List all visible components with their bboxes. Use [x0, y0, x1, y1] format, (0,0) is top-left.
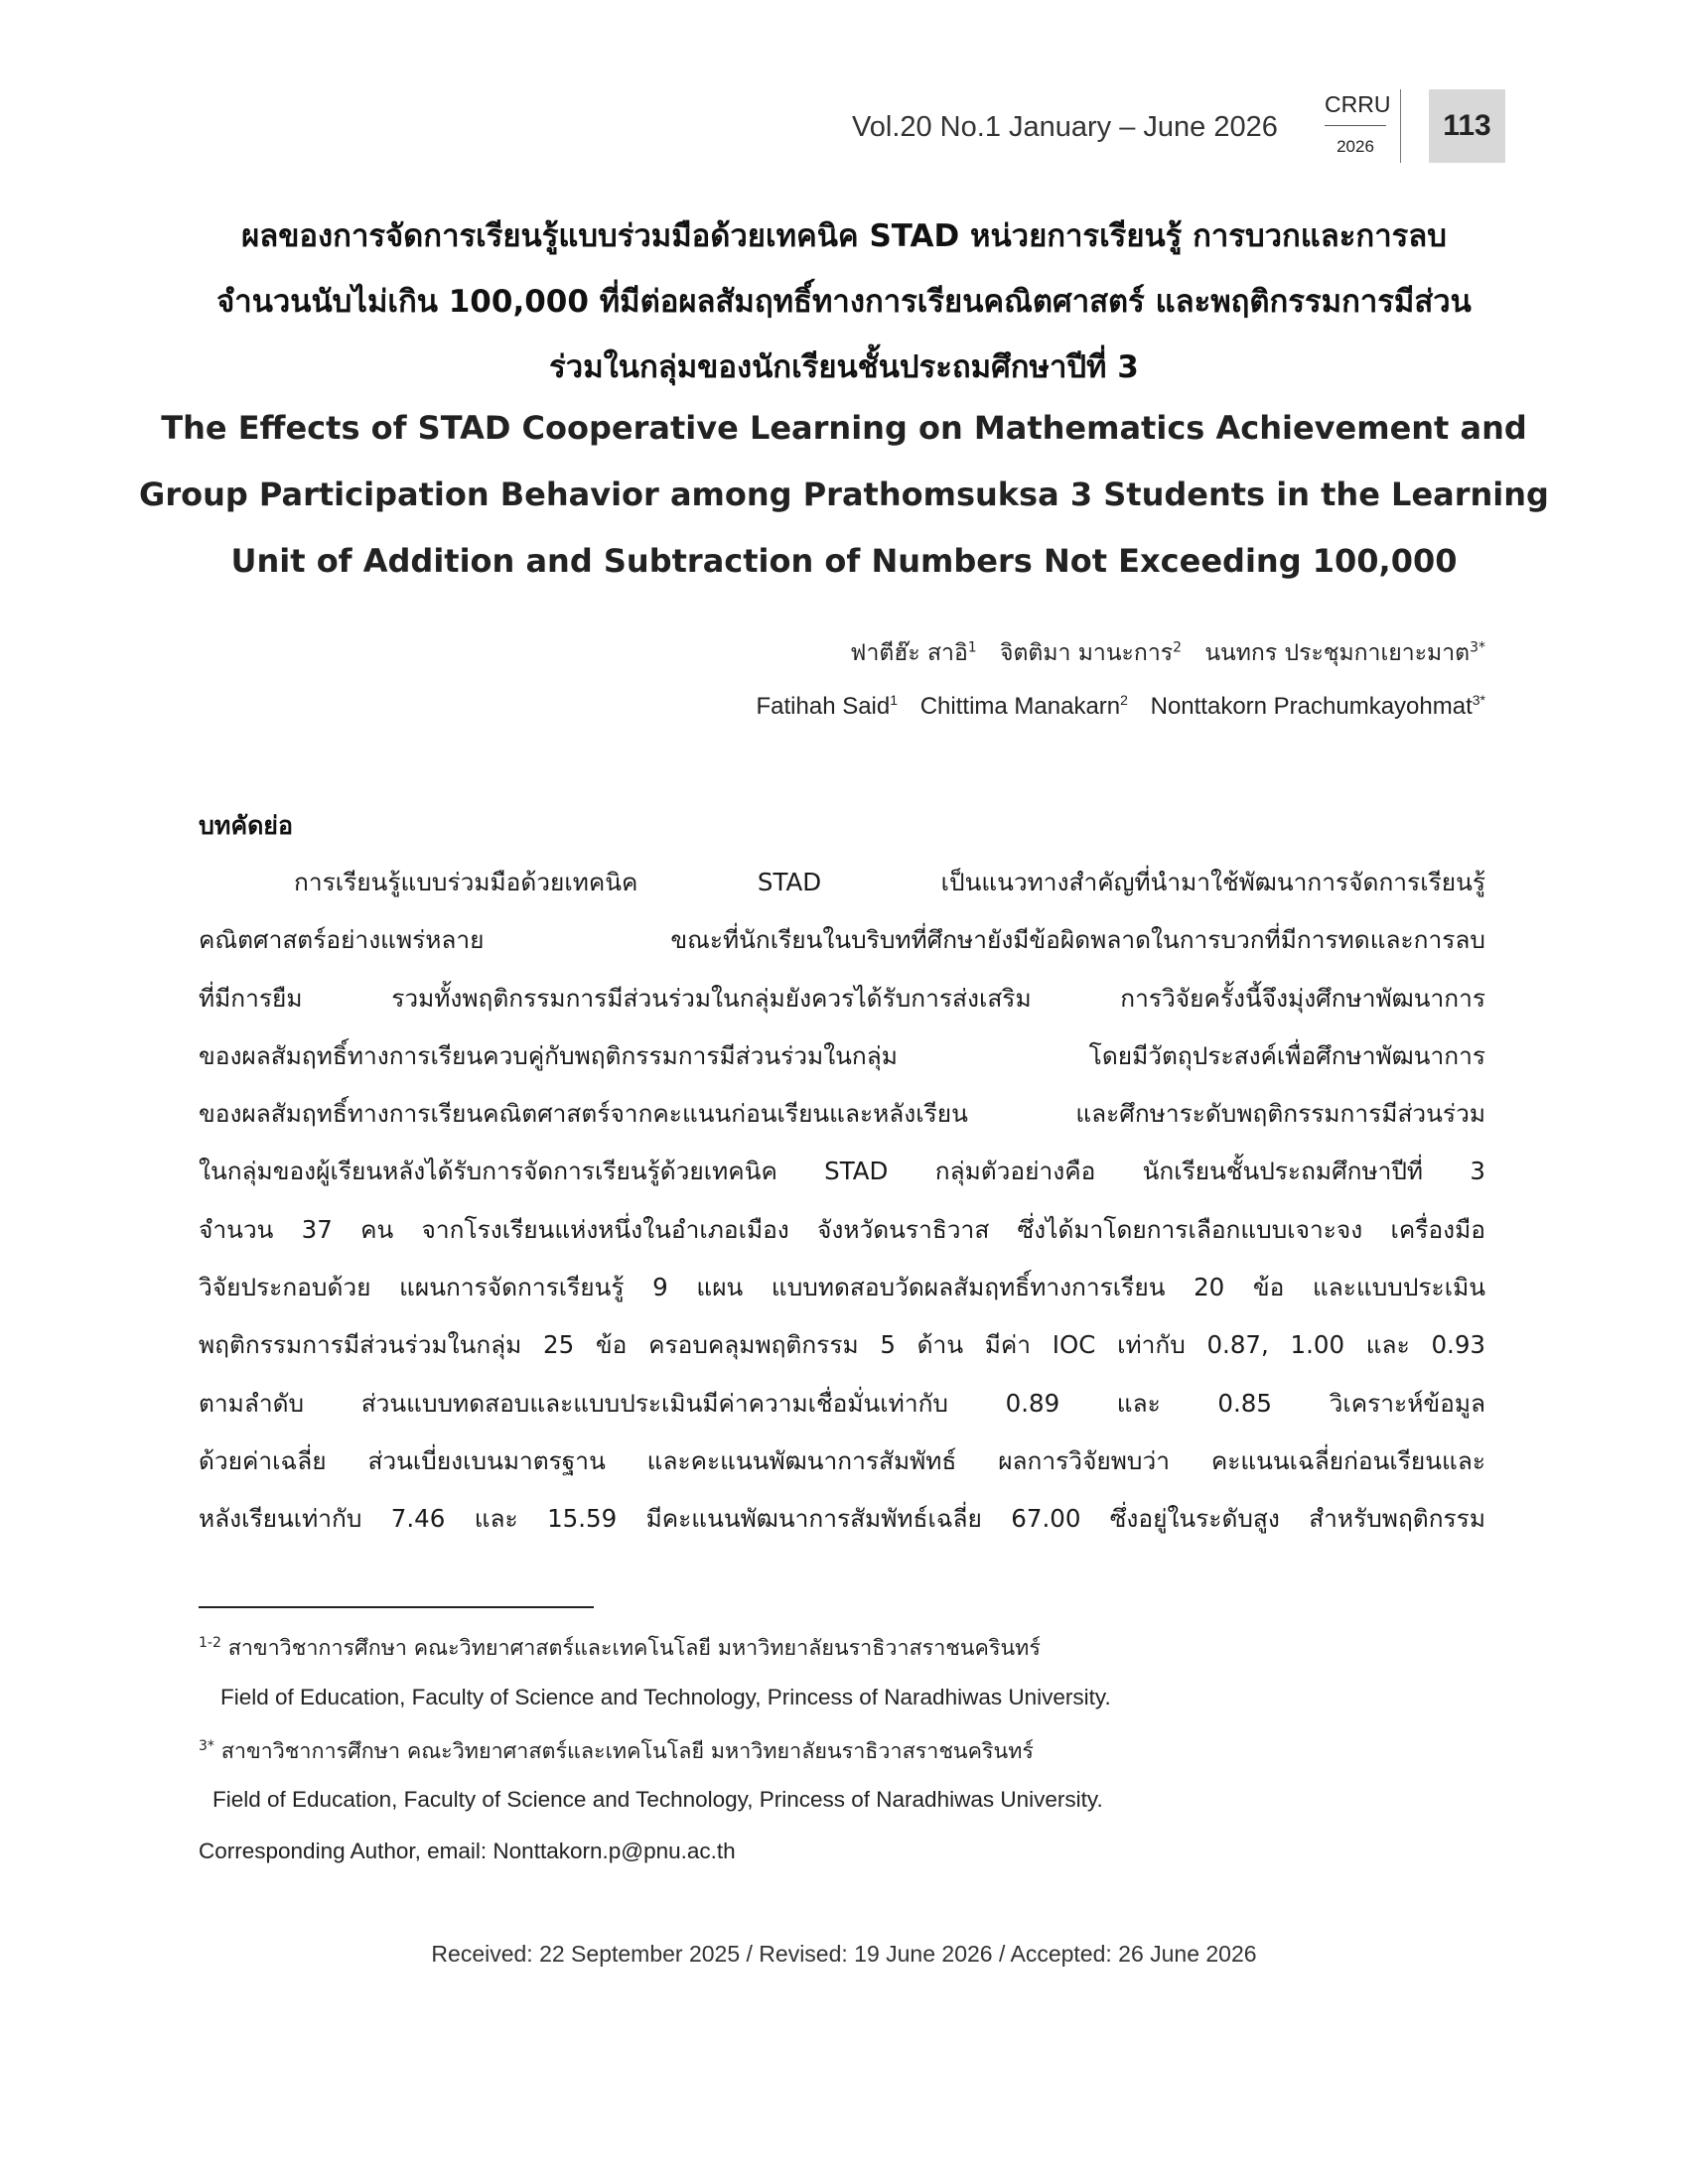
- author-name: Nonttakorn Prachumkayohmat: [1150, 693, 1473, 720]
- abstract-heading: บทคัดย่อ: [199, 811, 293, 840]
- footnote-2-english: Field of Education, Faculty of Science and Technology, Princess of Naradhiwas University.: [212, 1787, 1103, 1812]
- footnote-text: สาขาวิชาการศึกษา คณะวิทยาศาสตร์และเทคโนโลยี มหาวิทยาลัยนราธิวาสราชนครินทร์: [220, 1739, 1034, 1764]
- abstract-line: วิจัยประกอบด้วย แผนการจัดการเรียนรู้ 9 แผน แบบทดสอบวัดผลสัมฤทธิ์ทางการเรียน 20 ข้อ และแบบประเมิน: [199, 1273, 1485, 1302]
- journal-year: 2026: [1336, 137, 1374, 156]
- journal-name: CRRU: [1325, 91, 1391, 117]
- author-mark: 1: [967, 639, 977, 656]
- title-thai: [129, 204, 1559, 400]
- footnote-2-thai: [199, 1734, 1034, 1768]
- footnote-divider: [199, 1606, 594, 1608]
- abstract-line: คณิตศาสตร์อย่างแพร่หลาย ขณะที่นักเรียนในบริบทที่ศึกษายังมีข้อผิดพลาดในการบวกที่มีการทดและการลบ: [199, 925, 1485, 955]
- author-mark: 1: [890, 692, 899, 708]
- authors-thai: [850, 635, 1485, 671]
- abstract-line: ด้วยค่าเฉลี่ย ส่วนเบี่ยงเบนมาตรฐาน และคะแนนพัฒนาการสัมพัทธ์ ผลการวิจัยพบว่า คะแนนเฉลี่ยก่อนเรียนและ: [199, 1445, 1485, 1475]
- abstract-line: ในกลุ่มของผู้เรียนหลังได้รับการจัดการเรียนรู้ด้วยเทคนิค STAD กลุ่มตัวอย่างคือ นักเรียนชั้นประถมศึกษาปีที่ 3: [199, 1157, 1485, 1186]
- author-name: จิตติมา มานะการ: [1000, 640, 1174, 666]
- author-mark: 3*: [1472, 692, 1485, 708]
- footnote-text: สาขาวิชาการศึกษา คณะวิทยาศาสตร์และเทคโนโลยี มหาวิทยาลัยนราธิวาสราชนครินทร์: [227, 1636, 1041, 1661]
- abstract-line: ตามลำดับ ส่วนแบบทดสอบและแบบประเมินมีค่าความเชื่อมั่นเท่ากับ 0.89 และ 0.85 วิเคราะห์ข้อมูล: [199, 1388, 1485, 1418]
- page-number: 113: [1429, 89, 1505, 163]
- author-mark: 2: [1120, 692, 1128, 708]
- title-thai-line-2: จำนวนนับไม่เกิน 100,000 ที่มีต่อผลสัมฤทธิ์ทางการเรียนคณิตศาสตร์ และพฤติกรรมการมีส่วน: [216, 284, 1472, 320]
- author-name: ฟาตีฮ๊ะ สาอิ: [850, 640, 968, 666]
- title-thai-line-3: ร่วมในกลุ่มของนักเรียนชั้นประถมศึกษาปีที่ 3: [549, 349, 1139, 385]
- author-name: นนทกร ประชุมกาเยาะมาต: [1204, 640, 1471, 666]
- title-english-line-1: The Effects of STAD Cooperative Learning on Mathematics Achievement and: [161, 409, 1527, 447]
- corresponding-author: Corresponding Author, email: Nonttakorn.p@pnu.ac.th: [199, 1839, 736, 1863]
- author-name: Chittima Manakarn: [919, 693, 1121, 720]
- abstract-line: หลังเรียนเท่ากับ 7.46 และ 15.59 มีคะแนนพัฒนาการสัมพัทธ์เฉลี่ย 67.00 ซึ่งอยู่ในระดับสูง สำหรับพฤติกรรม: [199, 1504, 1485, 1534]
- journal-divider: [1325, 125, 1386, 126]
- footnote-mark: 3*: [199, 1737, 214, 1754]
- received-dates: Received: 22 September 2025 / Revised: 19 June 2026 / Accepted: 26 June 2026: [431, 1941, 1257, 1967]
- author-mark: 3*: [1470, 639, 1485, 656]
- abstract-line: จำนวน 37 คน จากโรงเรียนแห่งหนึ่งในอำเภอเมือง จังหวัดนราธิวาส ซึ่งได้มาโดยการเลือกแบบเจาะจง เครื่องมือ: [199, 1214, 1485, 1244]
- abstract-line: ที่มีการยืม รวมทั้งพฤติกรรมการมีส่วนร่วมในกลุ่มยังควรได้รับการส่งเสริม การวิจัยครั้งนี้จึงมุ่งศึกษาพัฒนาการ: [199, 983, 1485, 1013]
- footnote-mark: 1-2: [199, 1634, 221, 1651]
- title-english-line-3: Unit of Addition and Subtraction of Numbers Not Exceeding 100,000: [230, 542, 1458, 580]
- title-thai-line-1: ผลของการจัดการเรียนรู้แบบร่วมมือด้วยเทคนิค STAD หน่วยการเรียนรู้ การบวกและการลบ: [241, 218, 1447, 254]
- header-separator: [1400, 89, 1401, 163]
- footnote-1-english: Field of Education, Faculty of Science and Technology, Princess of Naradhiwas University.: [220, 1685, 1111, 1709]
- author-name: Fatihah Said: [756, 693, 891, 720]
- title-english: [129, 395, 1559, 595]
- author-mark: 2: [1173, 639, 1183, 656]
- abstract-body: [199, 854, 1485, 1549]
- footnote-1-thai: [199, 1631, 1041, 1665]
- abstract-line: ของผลสัมฤทธิ์ทางการเรียนควบคู่กับพฤติกรรมการมีส่วนร่วมในกลุ่ม โดยมีวัตถุประสงค์เพื่อศึกษาพัฒนาการ: [199, 1040, 1485, 1070]
- volume-info: Vol.20 No.1 January – June 2026: [852, 111, 1278, 143]
- abstract-line: พฤติกรรมการมีส่วนร่วมในกลุ่ม 25 ข้อ ครอบคลุมพฤติกรรม 5 ด้าน มีค่า IOC เท่ากับ 0.87, 1.00 และ 0.93: [199, 1330, 1485, 1360]
- authors-english: [756, 692, 1485, 721]
- abstract-line: การเรียนรู้แบบร่วมมือด้วยเทคนิค STAD เป็นแนวทางสำคัญที่นำมาใช้พัฒนาการจัดการเรียนรู้: [294, 868, 1485, 896]
- abstract-line: ของผลสัมฤทธิ์ทางการเรียนคณิตศาสตร์จากคะแนนก่อนเรียนและหลังเรียน และศึกษาระดับพฤติกรรมการมีส่วนร่วม: [199, 1099, 1485, 1129]
- title-english-line-2: Group Participation Behavior among Prathomsuksa 3 Students in the Learning: [139, 476, 1549, 513]
